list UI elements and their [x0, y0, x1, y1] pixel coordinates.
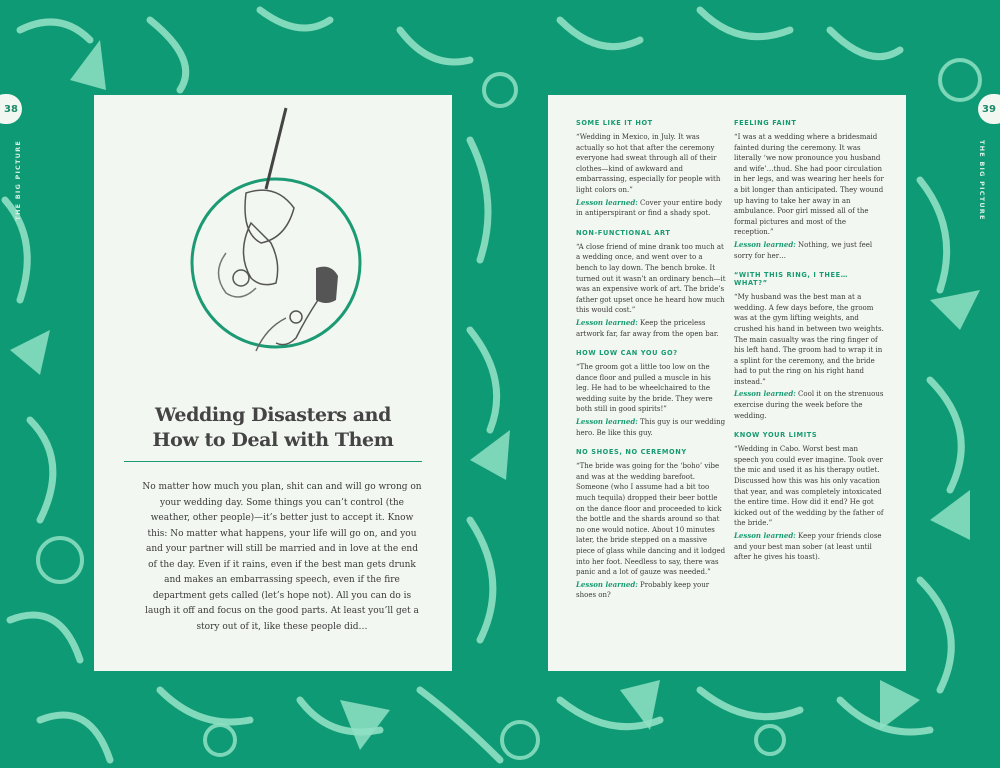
- story-lesson: [734, 531, 884, 563]
- story-feeling-faint: [734, 119, 884, 261]
- story-heading: FEELING FAINT: [734, 119, 797, 127]
- lesson-label: Lesson learned:: [576, 417, 638, 427]
- running-head-right: THE BIG PICTURE: [978, 140, 986, 221]
- story-heading: “WITH THIS RING, I THEE… WHAT?”: [734, 271, 848, 288]
- story-know-your-limits: [734, 431, 884, 563]
- lesson-text: Cover your entire body in antiperspirant or find a shady spot.: [576, 198, 723, 218]
- right-page: [548, 95, 906, 671]
- stories-column-left: [576, 119, 726, 611]
- lesson-label: Lesson learned:: [734, 389, 796, 399]
- story-body: “The groom got a little too low on the dance floor and pulled a muscle in his leg. He had to be wheelchaired to the wedding suite by the bride. They were both still in good spirits!”: [576, 363, 713, 414]
- lesson-text: This guy is our wedding hero. Be like this guy.: [576, 418, 726, 437]
- story-heading: NO SHOES, NO CEREMONY: [576, 448, 687, 457]
- story-heading: HOW LOW CAN YOU GO?: [576, 349, 678, 358]
- page-number-left: 38: [0, 94, 22, 124]
- story-lesson: [734, 240, 884, 261]
- story-lesson: [576, 417, 726, 438]
- lesson-text: Keep the priceless artwork far, far away from the open bar.: [576, 318, 719, 338]
- lesson-label: Lesson learned:: [734, 239, 796, 249]
- lesson-label: Lesson learned:: [576, 197, 638, 207]
- intro-paragraph: No matter how much you plan, shit can and will go wrong on your wedding day. Some things you can’t control (the weather, other people)—it’s better just to accept it. Know this: No matter what happens, your life will go on, and you and your partner will still be married and in love at the end of the day. Even if it rains, even if the best man gets drunk and makes an embarrassing speech, even if the fire department gets called (let’s hope not). All you can do is laugh it off and focus on the good parts. At least you’ll get a story out of it, like these people did…: [142, 482, 422, 632]
- story-non-functional-art: [576, 229, 726, 339]
- lesson-text: Nothing, we just feel sorry for her…: [734, 240, 873, 260]
- page-number-right: 39: [978, 94, 1000, 124]
- story-lesson: [734, 389, 884, 421]
- aerial-hoop-illustration: [166, 103, 386, 373]
- running-head-left: THE BIG PICTURE: [14, 140, 22, 221]
- story-lesson: [576, 580, 726, 601]
- story-body: “A close friend of mine drank too much at a wedding once, and went over to a bench to lay down. The bench broke. It turned out it wasn’t an ordinary bench—it was an expensive work of art. The bride’s father got upset once he heard how much this would cost.”: [576, 242, 726, 315]
- story-lesson: [576, 318, 726, 339]
- title-divider: [124, 461, 422, 462]
- story-heading: NON-FUNCTIONAL ART: [576, 228, 671, 237]
- story-no-shoes-no-ceremony: [576, 448, 726, 601]
- story-lesson: [576, 198, 726, 219]
- story-body: “The bride was going for the ‘boho’ vibe and was at the wedding barefoot. Someone (who I assume had a bit too much tequila) dropped their beer bottle on the dance floor and proceeded to kick the bottle and the shards around so that no one would notice. About 10 minutes later, the bride stepped on a massive piece of glass while dancing and it lodged into her foot. Needless to say, there was panic and a lot of gauze was needed.”: [576, 462, 726, 577]
- story-heading: SOME LIKE IT HOT: [576, 119, 653, 127]
- story-how-low-can-you-go: [576, 349, 726, 438]
- left-page: [94, 95, 452, 671]
- story-with-this-ring: [734, 271, 884, 421]
- story-heading: KNOW YOUR LIMITS: [734, 431, 818, 440]
- stories-column-right: [734, 119, 884, 573]
- story-body: “Wedding in Mexico, in July. It was actually so hot that after the ceremony everyone had sweat through all of their clothes—kind of awkward and embarrassing, especially for people with light colors on.”: [576, 133, 721, 194]
- lesson-text: Cool it on the strenuous exercise during the week before the wedding.: [734, 390, 884, 420]
- chapter-title: [114, 403, 432, 453]
- story-body: “Wedding in Cabo. Worst best man speech you could ever imagine. Took over the mic and used it as his therapy outlet. Discussed how this was his only vacation that year, and was completely intoxicated the entire time. How did it end? He got kicked out of the wedding by the father of the bride.”: [734, 445, 884, 528]
- story-some-like-it-hot: [576, 119, 726, 219]
- lesson-text: Keep your friends close and your best man sober (at least until after he gives his toast).: [734, 532, 882, 562]
- story-body: “I was at a wedding where a bridesmaid fainted during the ceremony. It was literally ‘we now pronounce you husband and wife’…thud. She had poor circulation in her legs, and was wearing her heels for a bit longer than anticipated. They wound up having to take her away in an ambulance. Poor girl missed all of the formal pictures and most of the reception.”: [734, 133, 884, 237]
- lesson-label: Lesson learned:: [734, 531, 796, 540]
- lesson-label: Lesson learned:: [576, 579, 638, 589]
- lesson-label: Lesson learned:: [576, 317, 638, 327]
- lesson-text: Probably keep your shoes on?: [576, 580, 710, 600]
- chapter-title-line1: Wedding Disasters and: [155, 404, 391, 426]
- story-body: “My husband was the best man at a wedding. A few days before, the groom was at the gym lifting weights, and crushed his hand in between two weights. The main casualty was the ring finger of his left hand. The groom had to wrap it in a splint for the ceremony, and the bride had to put the ring on his right hand instead.”: [734, 293, 884, 386]
- chapter-title-line2: How to Deal with Them: [152, 429, 394, 451]
